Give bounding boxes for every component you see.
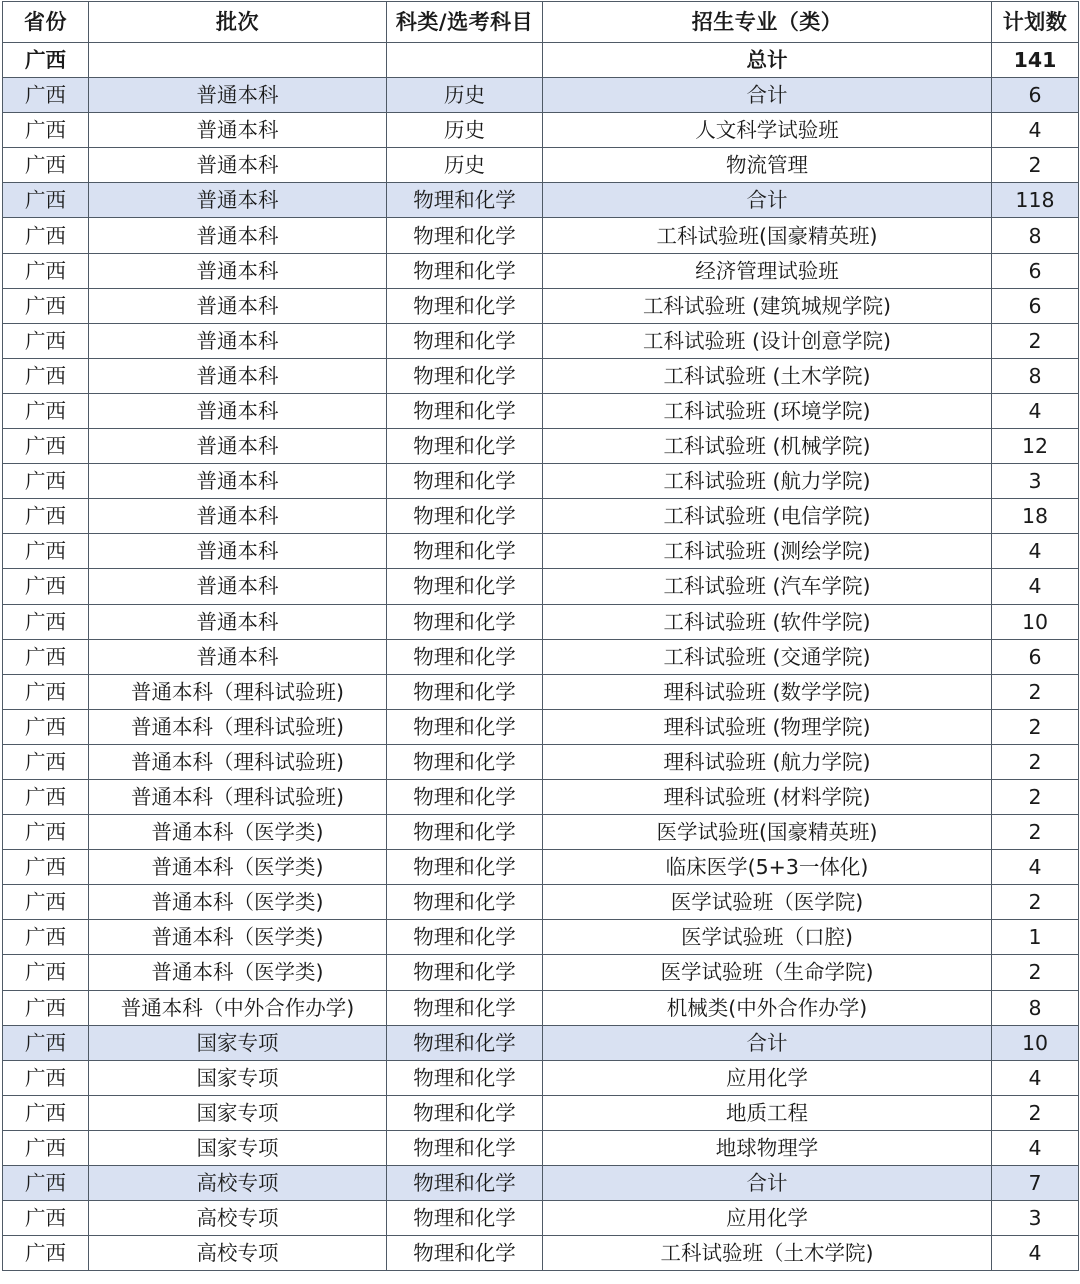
cell-major: 工科试验班 (航力学院) bbox=[543, 464, 992, 499]
cell-count: 4 bbox=[992, 1236, 1079, 1271]
cell-subject: 物理和化学 bbox=[387, 1095, 543, 1130]
cell-count: 6 bbox=[992, 288, 1079, 323]
cell-batch: 普通本科 bbox=[89, 429, 387, 464]
cell-province: 广西 bbox=[3, 1025, 89, 1060]
table-row bbox=[3, 429, 1079, 464]
cell-province: 广西 bbox=[3, 604, 89, 639]
table-row bbox=[3, 1060, 1079, 1095]
cell-batch: 普通本科（医学类) bbox=[89, 850, 387, 885]
cell-major: 理科试验班 (航力学院) bbox=[543, 744, 992, 779]
table-row bbox=[3, 323, 1079, 358]
cell-count: 8 bbox=[992, 990, 1079, 1025]
cell-batch: 高校专项 bbox=[89, 1201, 387, 1236]
cell-province: 广西 bbox=[3, 113, 89, 148]
grand-total-row bbox=[3, 43, 1079, 78]
cell-count: 2 bbox=[992, 885, 1079, 920]
cell-batch: 普通本科（医学类) bbox=[89, 815, 387, 850]
cell-count: 118 bbox=[992, 183, 1079, 218]
cell-batch: 普通本科 bbox=[89, 534, 387, 569]
cell-subject: 物理和化学 bbox=[387, 744, 543, 779]
cell-major: 工科试验班 (建筑城规学院) bbox=[543, 288, 992, 323]
cell-count: 141 bbox=[992, 43, 1079, 78]
table-row bbox=[3, 955, 1079, 990]
table-row bbox=[3, 920, 1079, 955]
cell-batch: 普通本科 bbox=[89, 288, 387, 323]
cell-count: 2 bbox=[992, 744, 1079, 779]
cell-province: 广西 bbox=[3, 429, 89, 464]
cell-major: 合计 bbox=[543, 1166, 992, 1201]
cell-province: 广西 bbox=[3, 1236, 89, 1271]
cell-batch: 普通本科（医学类) bbox=[89, 920, 387, 955]
cell-batch: 普通本科 bbox=[89, 569, 387, 604]
cell-count: 6 bbox=[992, 78, 1079, 113]
table-row bbox=[3, 604, 1079, 639]
cell-subject: 物理和化学 bbox=[387, 815, 543, 850]
cell-province: 广西 bbox=[3, 885, 89, 920]
cell-subject: 物理和化学 bbox=[387, 358, 543, 393]
table-row bbox=[3, 1201, 1079, 1236]
cell-count: 2 bbox=[992, 779, 1079, 814]
cell-count: 4 bbox=[992, 534, 1079, 569]
cell-province: 广西 bbox=[3, 850, 89, 885]
cell-major: 工科试验班(国豪精英班) bbox=[543, 218, 992, 253]
cell-province: 广西 bbox=[3, 78, 89, 113]
cell-count: 7 bbox=[992, 1166, 1079, 1201]
cell-subject: 物理和化学 bbox=[387, 1025, 543, 1060]
cell-batch: 国家专项 bbox=[89, 1130, 387, 1165]
cell-count: 2 bbox=[992, 148, 1079, 183]
cell-major: 经济管理试验班 bbox=[543, 253, 992, 288]
cell-batch: 普通本科 bbox=[89, 323, 387, 358]
cell-batch: 普通本科 bbox=[89, 639, 387, 674]
cell-batch bbox=[89, 43, 387, 78]
cell-batch: 普通本科 bbox=[89, 218, 387, 253]
cell-count: 6 bbox=[992, 639, 1079, 674]
cell-major: 应用化学 bbox=[543, 1201, 992, 1236]
cell-subject: 物理和化学 bbox=[387, 534, 543, 569]
cell-major: 工科试验班 (测绘学院) bbox=[543, 534, 992, 569]
cell-count: 10 bbox=[992, 604, 1079, 639]
cell-subject bbox=[387, 43, 543, 78]
cell-province: 广西 bbox=[3, 183, 89, 218]
cell-subject: 物理和化学 bbox=[387, 1166, 543, 1201]
table-header-row bbox=[3, 2, 1079, 43]
cell-subject: 物理和化学 bbox=[387, 288, 543, 323]
cell-province: 广西 bbox=[3, 1095, 89, 1130]
cell-count: 10 bbox=[992, 1025, 1079, 1060]
header-batch: 批次 bbox=[89, 2, 387, 43]
cell-subject: 物理和化学 bbox=[387, 1130, 543, 1165]
cell-subject: 物理和化学 bbox=[387, 464, 543, 499]
header-count: 计划数 bbox=[992, 2, 1079, 43]
cell-count: 4 bbox=[992, 569, 1079, 604]
cell-count: 2 bbox=[992, 323, 1079, 358]
cell-province: 广西 bbox=[3, 253, 89, 288]
cell-major: 临床医学(5+3一体化) bbox=[543, 850, 992, 885]
cell-major: 医学试验班(国豪精英班) bbox=[543, 815, 992, 850]
cell-subject: 物理和化学 bbox=[387, 639, 543, 674]
table-row bbox=[3, 253, 1079, 288]
table-row bbox=[3, 990, 1079, 1025]
cell-major: 理科试验班 (物理学院) bbox=[543, 709, 992, 744]
header-province: 省份 bbox=[3, 2, 89, 43]
cell-count: 4 bbox=[992, 1060, 1079, 1095]
cell-count: 6 bbox=[992, 253, 1079, 288]
cell-batch: 普通本科 bbox=[89, 358, 387, 393]
cell-major: 工科试验班 (土木学院) bbox=[543, 358, 992, 393]
subtotal-row bbox=[3, 1166, 1079, 1201]
cell-subject: 物理和化学 bbox=[387, 885, 543, 920]
cell-subject: 物理和化学 bbox=[387, 850, 543, 885]
cell-major: 医学试验班（医学院) bbox=[543, 885, 992, 920]
cell-province: 广西 bbox=[3, 218, 89, 253]
cell-major: 工科试验班（土木学院) bbox=[543, 1236, 992, 1271]
cell-batch: 普通本科 bbox=[89, 78, 387, 113]
cell-major: 机械类(中外合作办学) bbox=[543, 990, 992, 1025]
cell-subject: 物理和化学 bbox=[387, 429, 543, 464]
cell-count: 1 bbox=[992, 920, 1079, 955]
cell-count: 4 bbox=[992, 1130, 1079, 1165]
cell-major: 地球物理学 bbox=[543, 1130, 992, 1165]
header-major: 招生专业（类） bbox=[543, 2, 992, 43]
table-row bbox=[3, 674, 1079, 709]
enrollment-plan-table bbox=[2, 1, 1079, 1271]
cell-province: 广西 bbox=[3, 148, 89, 183]
table-row bbox=[3, 779, 1079, 814]
table-row bbox=[3, 393, 1079, 428]
table-row bbox=[3, 569, 1079, 604]
cell-batch: 普通本科（理科试验班) bbox=[89, 709, 387, 744]
cell-province: 广西 bbox=[3, 499, 89, 534]
cell-batch: 高校专项 bbox=[89, 1166, 387, 1201]
cell-subject: 物理和化学 bbox=[387, 569, 543, 604]
cell-province: 广西 bbox=[3, 323, 89, 358]
cell-province: 广西 bbox=[3, 955, 89, 990]
subtotal-row bbox=[3, 78, 1079, 113]
cell-count: 4 bbox=[992, 113, 1079, 148]
table-row bbox=[3, 358, 1079, 393]
cell-batch: 普通本科 bbox=[89, 393, 387, 428]
cell-province: 广西 bbox=[3, 393, 89, 428]
cell-subject: 物理和化学 bbox=[387, 674, 543, 709]
cell-province: 广西 bbox=[3, 1201, 89, 1236]
cell-province: 广西 bbox=[3, 1130, 89, 1165]
cell-batch: 普通本科 bbox=[89, 604, 387, 639]
cell-count: 2 bbox=[992, 1095, 1079, 1130]
cell-subject: 物理和化学 bbox=[387, 218, 543, 253]
cell-count: 4 bbox=[992, 393, 1079, 428]
cell-batch: 国家专项 bbox=[89, 1095, 387, 1130]
cell-major: 工科试验班 (电信学院) bbox=[543, 499, 992, 534]
cell-batch: 国家专项 bbox=[89, 1025, 387, 1060]
cell-province: 广西 bbox=[3, 43, 89, 78]
cell-province: 广西 bbox=[3, 815, 89, 850]
cell-batch: 普通本科 bbox=[89, 183, 387, 218]
cell-subject: 物理和化学 bbox=[387, 499, 543, 534]
cell-subject: 物理和化学 bbox=[387, 990, 543, 1025]
cell-province: 广西 bbox=[3, 1166, 89, 1201]
cell-major: 地质工程 bbox=[543, 1095, 992, 1130]
cell-batch: 普通本科（医学类) bbox=[89, 885, 387, 920]
cell-major: 应用化学 bbox=[543, 1060, 992, 1095]
cell-province: 广西 bbox=[3, 990, 89, 1025]
table-row bbox=[3, 113, 1079, 148]
cell-batch: 普通本科（理科试验班) bbox=[89, 744, 387, 779]
cell-major: 医学试验班（生命学院) bbox=[543, 955, 992, 990]
cell-province: 广西 bbox=[3, 920, 89, 955]
cell-subject: 物理和化学 bbox=[387, 604, 543, 639]
cell-subject: 物理和化学 bbox=[387, 183, 543, 218]
cell-major: 医学试验班（口腔) bbox=[543, 920, 992, 955]
cell-major: 理科试验班 (材料学院) bbox=[543, 779, 992, 814]
cell-province: 广西 bbox=[3, 288, 89, 323]
cell-count: 4 bbox=[992, 850, 1079, 885]
cell-count: 18 bbox=[992, 499, 1079, 534]
cell-subject: 物理和化学 bbox=[387, 1060, 543, 1095]
cell-batch: 普通本科（医学类) bbox=[89, 955, 387, 990]
header-subject: 科类/选考科目 bbox=[387, 2, 543, 43]
table-row bbox=[3, 850, 1079, 885]
cell-province: 广西 bbox=[3, 534, 89, 569]
table-row bbox=[3, 744, 1079, 779]
table-row bbox=[3, 1130, 1079, 1165]
cell-batch: 普通本科（理科试验班) bbox=[89, 779, 387, 814]
cell-major: 合计 bbox=[543, 1025, 992, 1060]
cell-province: 广西 bbox=[3, 639, 89, 674]
table-row bbox=[3, 218, 1079, 253]
cell-batch: 普通本科 bbox=[89, 464, 387, 499]
cell-subject: 物理和化学 bbox=[387, 920, 543, 955]
cell-subject: 物理和化学 bbox=[387, 955, 543, 990]
cell-major: 合计 bbox=[543, 183, 992, 218]
table-row bbox=[3, 885, 1079, 920]
cell-province: 广西 bbox=[3, 569, 89, 604]
cell-major: 工科试验班 (汽车学院) bbox=[543, 569, 992, 604]
cell-count: 2 bbox=[992, 955, 1079, 990]
cell-subject: 物理和化学 bbox=[387, 779, 543, 814]
table-row bbox=[3, 464, 1079, 499]
cell-major: 工科试验班 (软件学院) bbox=[543, 604, 992, 639]
cell-major: 物流管理 bbox=[543, 148, 992, 183]
cell-count: 8 bbox=[992, 358, 1079, 393]
cell-subject: 历史 bbox=[387, 148, 543, 183]
cell-count: 12 bbox=[992, 429, 1079, 464]
table-row bbox=[3, 148, 1079, 183]
cell-batch: 国家专项 bbox=[89, 1060, 387, 1095]
cell-subject: 物理和化学 bbox=[387, 323, 543, 358]
cell-province: 广西 bbox=[3, 1060, 89, 1095]
table-row bbox=[3, 639, 1079, 674]
cell-count: 3 bbox=[992, 464, 1079, 499]
subtotal-row bbox=[3, 183, 1079, 218]
table-row bbox=[3, 534, 1079, 569]
cell-major: 工科试验班 (设计创意学院) bbox=[543, 323, 992, 358]
cell-province: 广西 bbox=[3, 779, 89, 814]
cell-major: 合计 bbox=[543, 78, 992, 113]
cell-count: 2 bbox=[992, 815, 1079, 850]
table-row bbox=[3, 499, 1079, 534]
table-row bbox=[3, 1095, 1079, 1130]
cell-major: 工科试验班 (环境学院) bbox=[543, 393, 992, 428]
cell-major: 工科试验班 (机械学院) bbox=[543, 429, 992, 464]
cell-major: 总计 bbox=[543, 43, 992, 78]
cell-province: 广西 bbox=[3, 744, 89, 779]
cell-subject: 物理和化学 bbox=[387, 253, 543, 288]
cell-subject: 物理和化学 bbox=[387, 1236, 543, 1271]
cell-batch: 普通本科（中外合作办学) bbox=[89, 990, 387, 1025]
table-row bbox=[3, 288, 1079, 323]
cell-batch: 高校专项 bbox=[89, 1236, 387, 1271]
cell-province: 广西 bbox=[3, 709, 89, 744]
cell-count: 2 bbox=[992, 674, 1079, 709]
cell-subject: 历史 bbox=[387, 113, 543, 148]
cell-count: 3 bbox=[992, 1201, 1079, 1236]
cell-subject: 物理和化学 bbox=[387, 393, 543, 428]
cell-subject: 物理和化学 bbox=[387, 1201, 543, 1236]
cell-major: 工科试验班 (交通学院) bbox=[543, 639, 992, 674]
table-row bbox=[3, 815, 1079, 850]
subtotal-row bbox=[3, 1025, 1079, 1060]
cell-batch: 普通本科 bbox=[89, 113, 387, 148]
cell-batch: 普通本科（理科试验班) bbox=[89, 674, 387, 709]
table-row bbox=[3, 1236, 1079, 1271]
cell-major: 理科试验班 (数学学院) bbox=[543, 674, 992, 709]
cell-province: 广西 bbox=[3, 358, 89, 393]
cell-count: 2 bbox=[992, 709, 1079, 744]
cell-batch: 普通本科 bbox=[89, 253, 387, 288]
cell-batch: 普通本科 bbox=[89, 499, 387, 534]
cell-province: 广西 bbox=[3, 674, 89, 709]
cell-major: 人文科学试验班 bbox=[543, 113, 992, 148]
cell-subject: 物理和化学 bbox=[387, 709, 543, 744]
cell-subject: 历史 bbox=[387, 78, 543, 113]
cell-province: 广西 bbox=[3, 464, 89, 499]
cell-count: 8 bbox=[992, 218, 1079, 253]
cell-batch: 普通本科 bbox=[89, 148, 387, 183]
table-row bbox=[3, 709, 1079, 744]
